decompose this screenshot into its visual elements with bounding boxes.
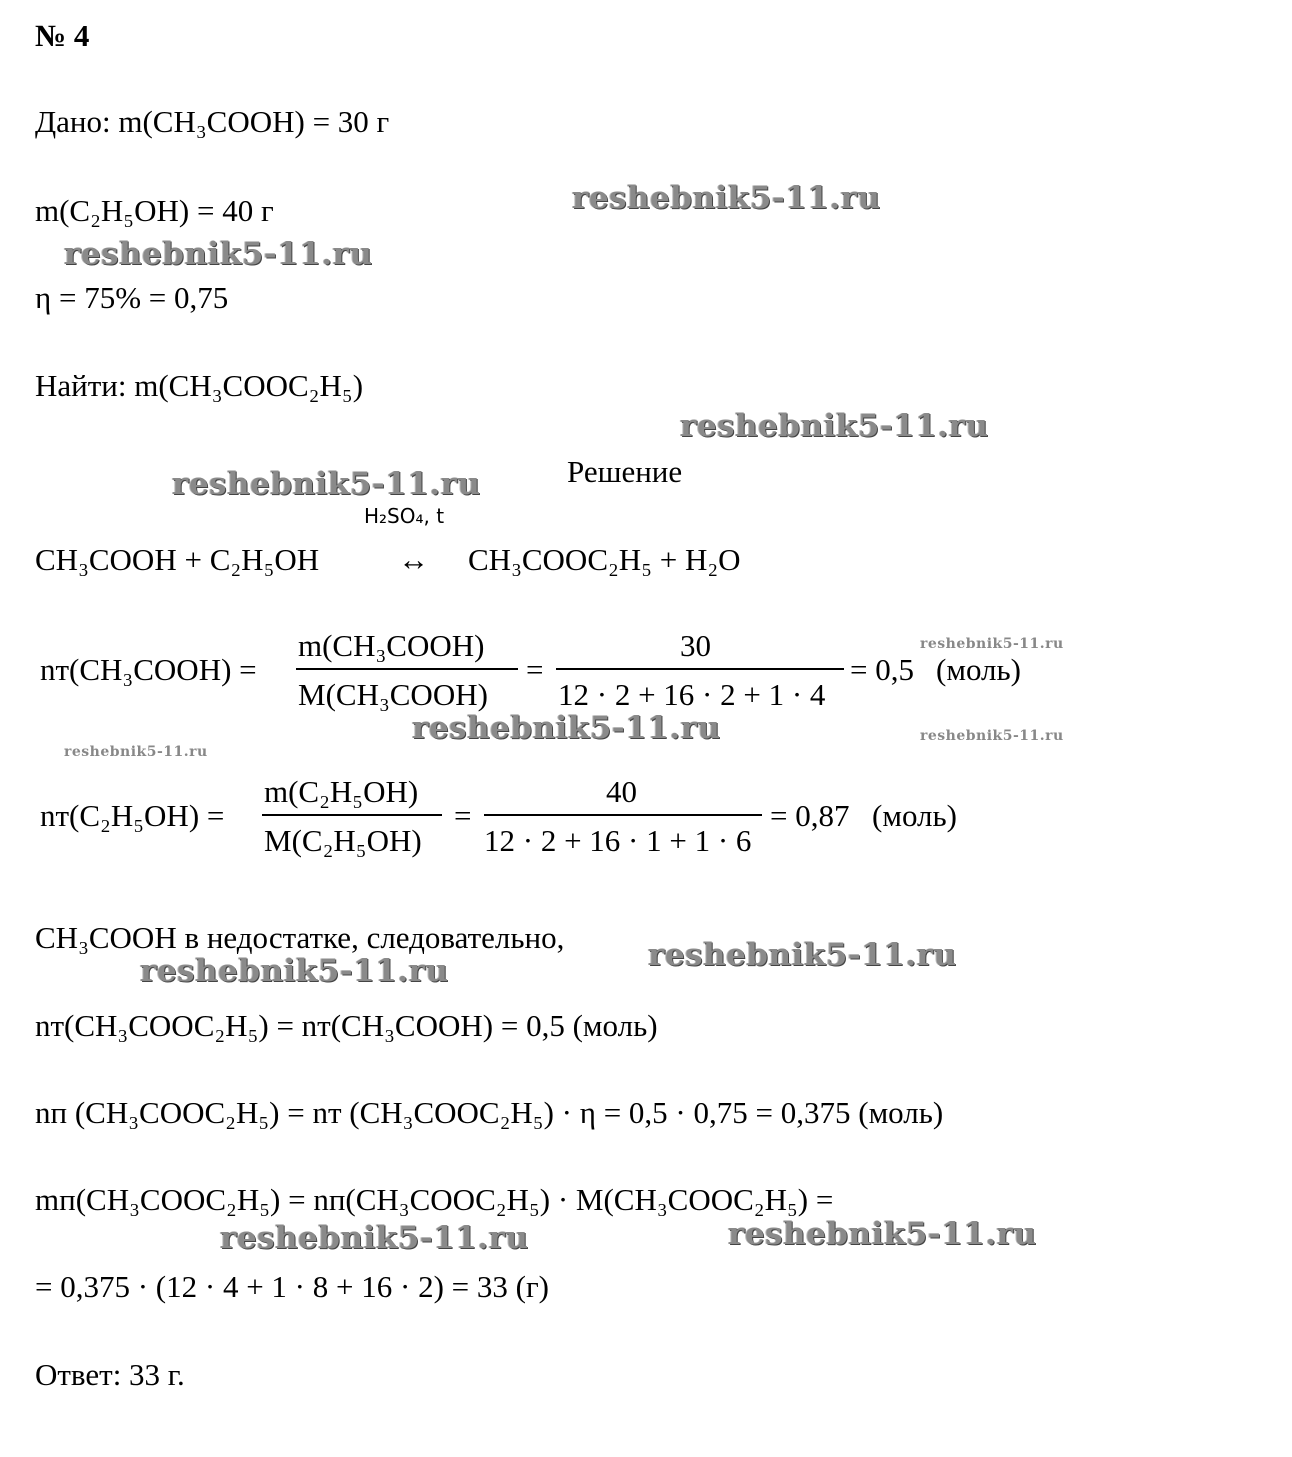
- n-acid-value-fraction-bar: [556, 668, 844, 670]
- answer: Ответ: 33 г.: [35, 1357, 185, 1392]
- mass-line-1: mп(CH₃COOC₂H₅) = nп(CH₃COOC₂H₅) · M(CH₃COOC₂H₅) =: [35, 1182, 834, 1217]
- n-acid-numerator: m(CH₃COOH): [298, 628, 485, 663]
- n-alcohol-fraction-bar: [262, 814, 442, 816]
- reaction-condition: H₂SO₄, t: [364, 504, 445, 528]
- watermark: reshebnik5-11.ru: [412, 710, 721, 746]
- watermark: reshebnik5-11.ru: [64, 744, 208, 760]
- given-acid-mass: [35, 106, 389, 137]
- equation-right: CH₃COOC₂H₅ + H₂O: [468, 542, 741, 577]
- solution-heading: Решение: [567, 454, 683, 489]
- find-target: [35, 370, 363, 401]
- watermark: reshebnik5-11.ru: [172, 466, 481, 502]
- n-ester-theory: nт(CH₃COOC₂H₅) = nт(CH₃COOH) = 0,5 (моль): [35, 1008, 658, 1043]
- deficit-statement: CH₃COOH в недостатке, следовательно,: [35, 920, 565, 955]
- n-acid-equals: =: [526, 652, 544, 687]
- mass-line-2: = 0,375 · (12 · 4 + 1 · 8 + 16 · 2) = 33 (г): [35, 1269, 549, 1304]
- find-label: Найти:: [35, 368, 127, 403]
- n-acid-value-denominator: 12 · 2 + 16 · 2 + 1 · 4: [558, 677, 826, 712]
- n-alcohol-result: = 0,87: [770, 798, 850, 833]
- problem-number: № 4: [35, 18, 90, 53]
- n-alcohol-value-denominator: 12 · 2 + 16 · 1 + 1 · 6: [484, 823, 752, 858]
- given-alcohol-mass: m(C₂H₅OH) = 40 г: [35, 193, 274, 228]
- watermark: reshebnik5-11.ru: [648, 937, 957, 973]
- n-acid-result: = 0,5: [850, 652, 914, 687]
- watermark: reshebnik5-11.ru: [680, 408, 989, 444]
- given-yield: η = 75% = 0,75: [35, 280, 229, 315]
- watermark: reshebnik5-11.ru: [920, 728, 1064, 744]
- given-label: Дано:: [35, 104, 111, 139]
- watermark: reshebnik5-11.ru: [220, 1220, 529, 1256]
- n-acid-denominator: M(CH₃COOH): [298, 677, 488, 712]
- n-alcohol-equals: =: [454, 798, 472, 833]
- n-acid-unit: (моль): [936, 652, 1021, 687]
- n-alcohol-lhs: nт(C₂H₅OH) =: [40, 798, 225, 833]
- n-alcohol-value-fraction-bar: [484, 814, 762, 816]
- n-alcohol-unit: (моль): [872, 798, 957, 833]
- equation-left: CH₃COOH + C₂H₅OH: [35, 542, 320, 577]
- n-acid-value-numerator: 30: [680, 628, 711, 663]
- equation-arrow: ↔: [398, 542, 429, 577]
- given-acid-mass-value: m(CH₃COOH) = 30 г: [118, 104, 390, 139]
- watermark: reshebnik5-11.ru: [728, 1216, 1037, 1252]
- n-alcohol-denominator: M(C₂H₅OH): [264, 823, 422, 858]
- n-alcohol-numerator: m(C₂H₅OH): [264, 774, 419, 809]
- n-alcohol-value-numerator: 40: [606, 774, 637, 809]
- n-acid-fraction-bar: [296, 668, 518, 670]
- watermark: reshebnik5-11.ru: [572, 180, 881, 216]
- watermark: reshebnik5-11.ru: [920, 636, 1064, 652]
- find-target-value: m(CH₃COOC₂H₅): [134, 368, 364, 403]
- n-acid-lhs: nт(CH₃COOH) =: [40, 652, 257, 687]
- n-ester-practical: nп (CH₃COOC₂H₅) = nт (CH₃COOC₂H₅) · η = 0,5 · 0,75 = 0,375 (моль): [35, 1095, 944, 1130]
- watermark: reshebnik5-11.ru: [140, 953, 449, 989]
- watermark: reshebnik5-11.ru: [64, 236, 373, 272]
